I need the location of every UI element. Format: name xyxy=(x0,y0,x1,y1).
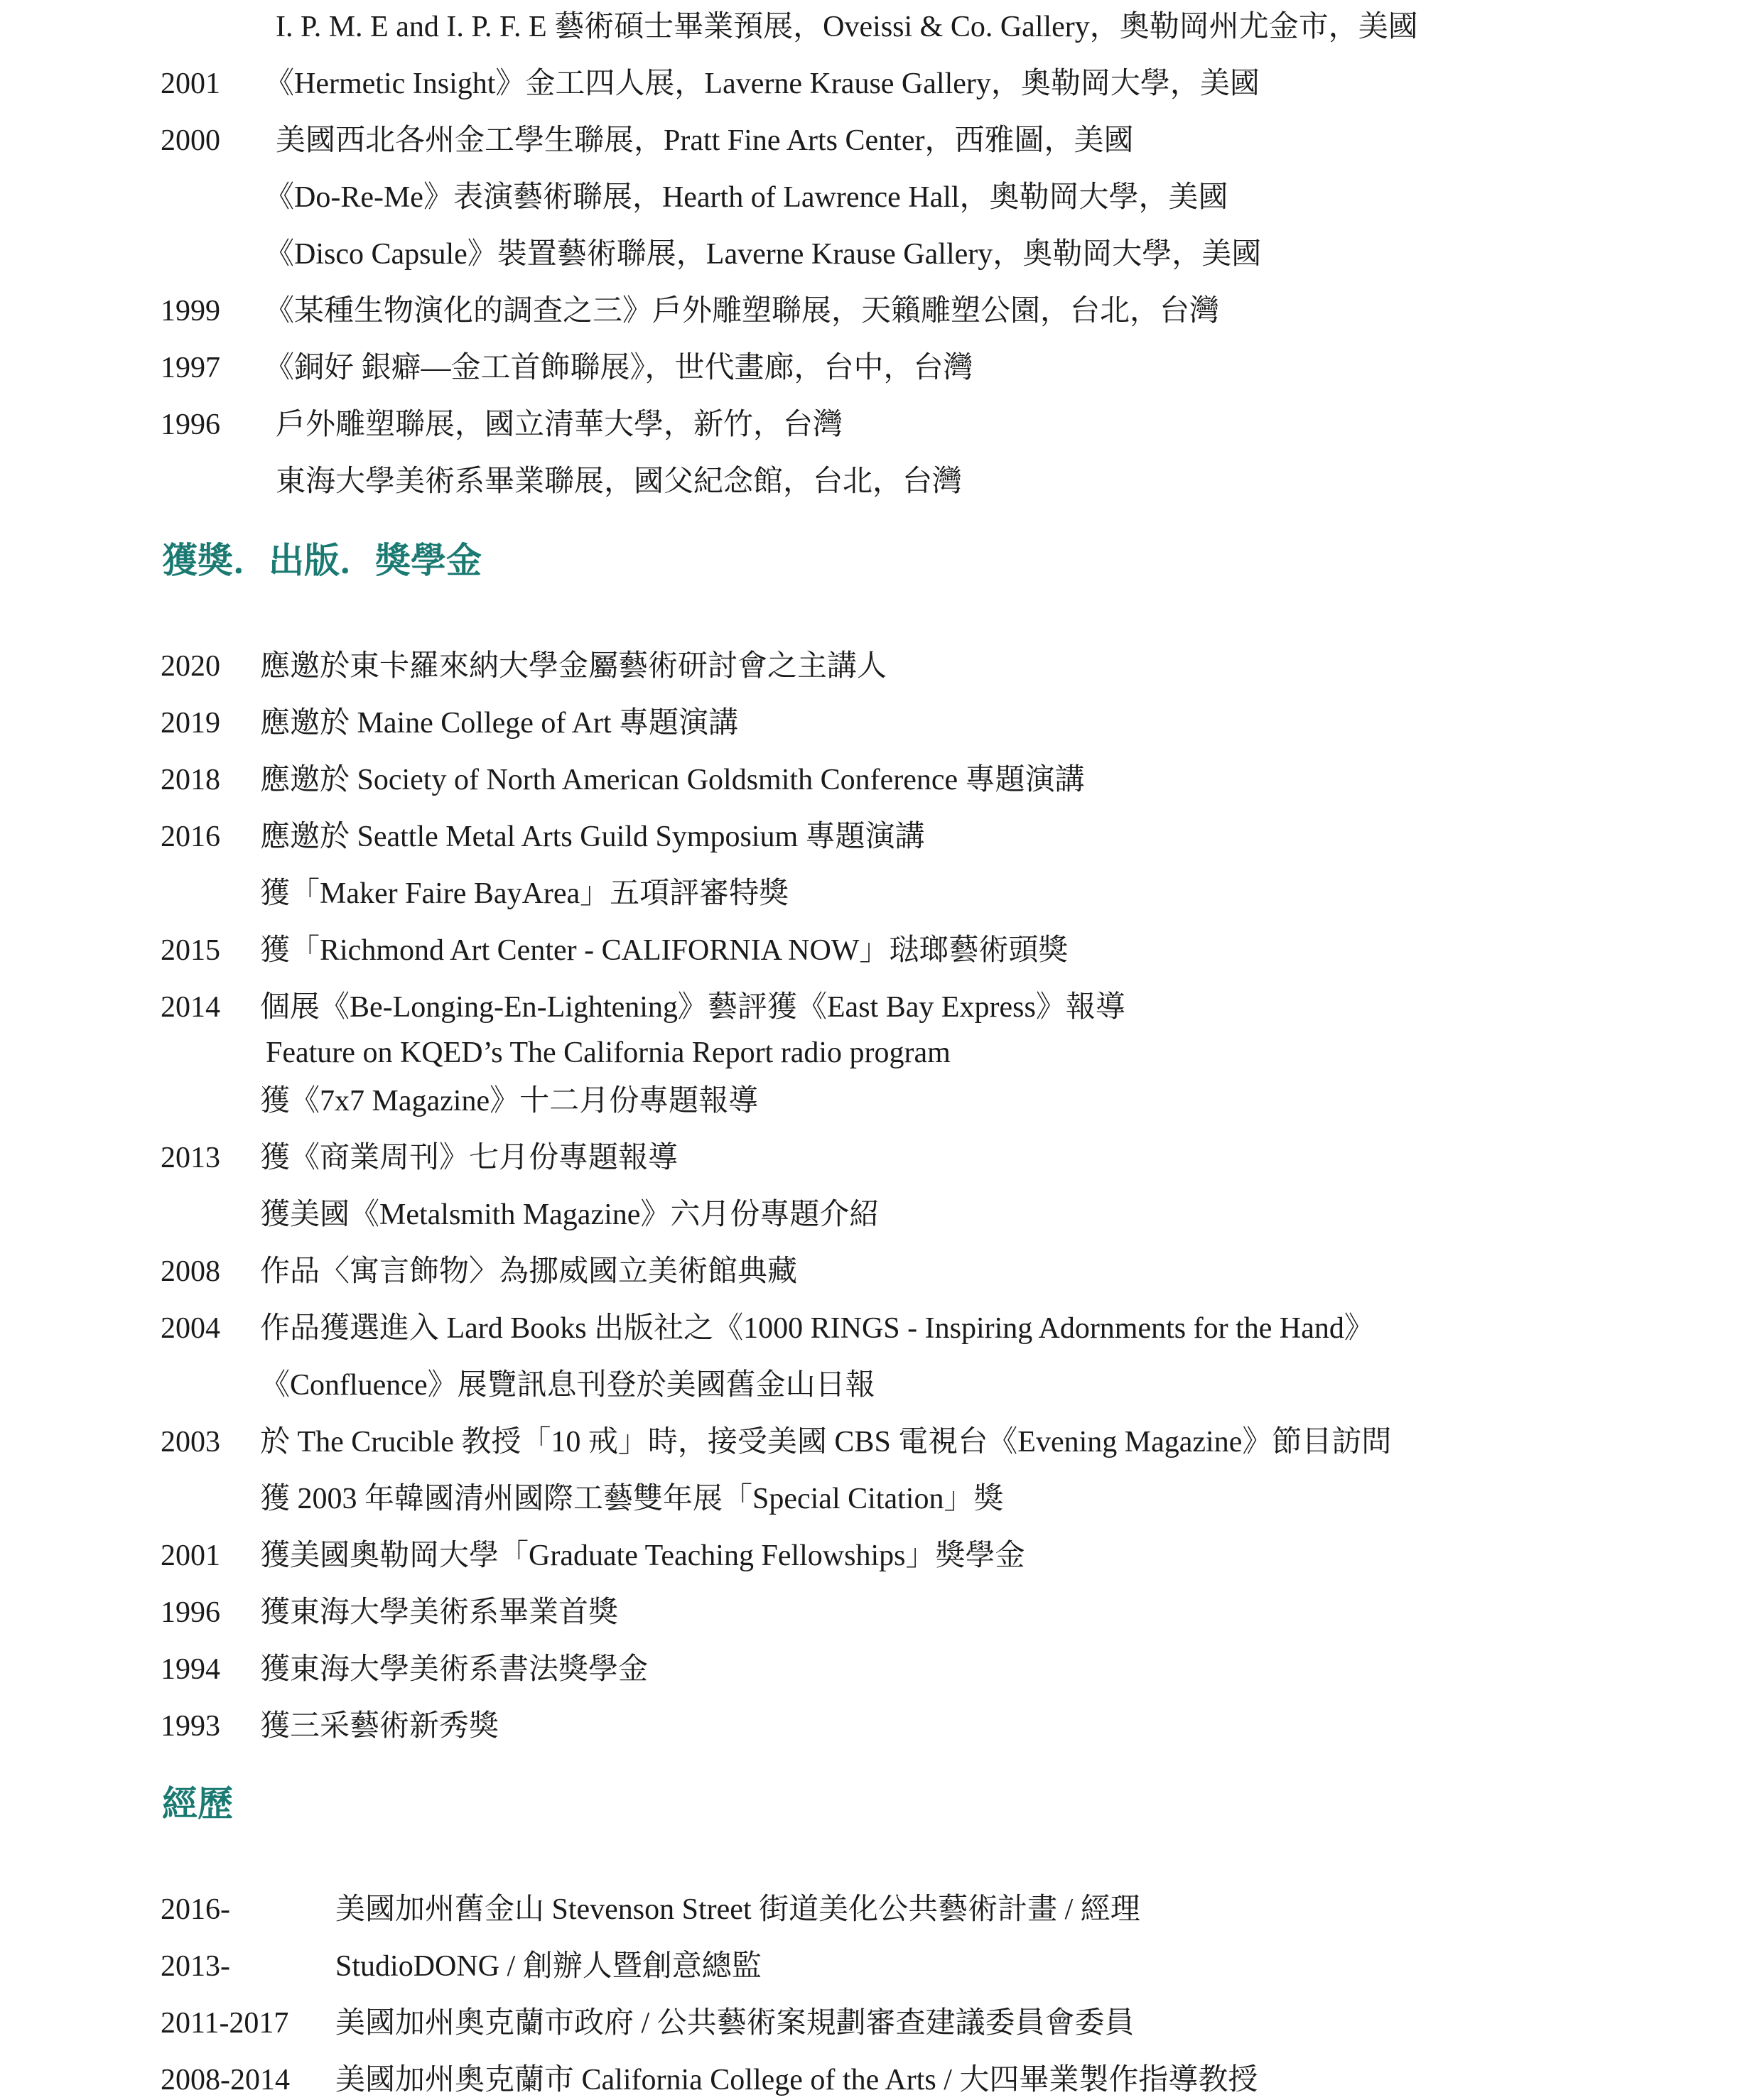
entry-year: 2018 xyxy=(161,764,220,796)
entry-year: 1996 xyxy=(161,1596,220,1629)
entry-text: 美國加州奧克蘭市 California College of the Arts / 大四畢業製作指導教授 xyxy=(335,2064,1258,2096)
entry-year: 2020 xyxy=(161,650,220,683)
entry-year: 2000 xyxy=(161,124,220,157)
entry-text: 《Confluence》展覽訊息刊登於美國舊金山日報 xyxy=(260,1369,875,1402)
entry-text: 美國加州舊金山 Stevenson Street 街道美化公共藝術計畫 / 經理 xyxy=(335,1893,1140,1926)
entry-year: 2001 xyxy=(161,67,220,100)
entry-year: 1999 xyxy=(161,295,220,328)
entry-year: 1997 xyxy=(161,352,220,384)
entry-year: 2003 xyxy=(161,1426,220,1458)
entry-text: 獲三采藝術新秀獎 xyxy=(260,1710,499,1743)
entry-text: 獲「Richmond Art Center - CALIFORNIA NOW」琺瑯藝術頭獎 xyxy=(260,934,1069,967)
entry-year: 2008-2014 xyxy=(161,2064,290,2096)
entry-year: 2015 xyxy=(161,934,220,967)
entry-year: 2001 xyxy=(161,1539,220,1572)
entry-text: 美國加州奧克蘭市政府 / 公共藝術案規劃審查建議委員會委員 xyxy=(335,2007,1135,2040)
entry-text: 作品獲選進入 Lard Books 出版社之《1000 RINGS - Inspiring Adornments for the Hand》 xyxy=(260,1312,1374,1345)
entry-text: 獲《商業周刊》七月份專題報導 xyxy=(260,1142,679,1174)
entry-text: 作品〈寓言飾物〉為挪威國立美術館典藏 xyxy=(260,1255,798,1288)
entry-text: StudioDONG / 創辦人暨創意總監 xyxy=(335,1950,762,1983)
awards-heading: 獲獎．出版．獎學金 xyxy=(162,540,482,581)
entry-year: 1993 xyxy=(161,1710,220,1743)
entry-text: 戶外雕塑聯展，國立清華大學，新竹，台灣 xyxy=(276,408,843,441)
entry-text: 《某種生物演化的調查之三》戶外雕塑聯展，天籟雕塑公園，台北，台灣 xyxy=(264,295,1220,328)
entry-text: 獲美國《Metalsmith Magazine》六月份專題介紹 xyxy=(260,1198,880,1231)
entry-year: 2011-2017 xyxy=(161,2007,289,2040)
entry-year: 2013- xyxy=(161,1950,230,1983)
entry-year: 2016- xyxy=(161,1893,230,1926)
entry-year: 2008 xyxy=(161,1255,220,1288)
entry-text: 《銅好 銀癖—金工首飾聯展》，世代畫廊，台中，台灣 xyxy=(264,352,973,384)
entry-text: 獲東海大學美術系畢業首獎 xyxy=(260,1596,619,1629)
entry-text: 美國西北各州金工學生聯展，Pratt Fine Arts Center，西雅圖，美國 xyxy=(276,124,1134,157)
entry-text: 《Hermetic Insight》金工四人展，Laverne Krause Gallery，奧勒岡大學，美國 xyxy=(264,67,1260,100)
entry-year: 1994 xyxy=(161,1653,220,1686)
entry-year: 2016 xyxy=(161,821,220,853)
entry-text: 應邀於 Society of North American Goldsmith Conference 專題演講 xyxy=(260,764,1085,796)
entry-text: 獲美國奧勒岡大學「Graduate Teaching Fellowships」獎學金 xyxy=(260,1539,1025,1572)
entry-text: 獲 2003 年韓國清州國際工藝雙年展「Special Citation」獎 xyxy=(260,1483,1004,1515)
entry-year: 2004 xyxy=(161,1312,220,1345)
entry-year: 2019 xyxy=(161,707,220,740)
entry-text: 應邀於 Seattle Metal Arts Guild Symposium 專題演講 xyxy=(260,821,925,853)
entry-text: I. P. M. E and I. P. F. E 藝術碩士畢業預展，Oveissi & Co. Gallery，奧勒岡州尤金市，美國 xyxy=(276,11,1418,43)
entry-text: 《Disco Capsule》裝置藝術聯展，Laverne Krause Gallery，奧勒岡大學，美國 xyxy=(264,238,1262,271)
entry-text: Feature on KQED’s The California Report radio program xyxy=(266,1037,951,1069)
entry-text: 於 The Crucible 教授「10 戒」時，接受美國 CBS 電視台《Evening Magazine》節目訪問 xyxy=(260,1426,1392,1458)
entry-text: 《Do-Re-Me》表演藝術聯展，Hearth of Lawrence Hall，奧勒岡大學，美國 xyxy=(264,181,1228,214)
entry-text: 獲《7x7 Magazine》十二月份專題報導 xyxy=(260,1085,759,1117)
entry-text: 獲「Maker Faire BayArea」五項評審特獎 xyxy=(260,877,789,910)
entry-year: 2013 xyxy=(161,1142,220,1174)
entry-text: 東海大學美術系畢業聯展，國父紀念館，台北，台灣 xyxy=(276,465,963,498)
entry-text: 獲東海大學美術系書法獎學金 xyxy=(260,1653,649,1686)
entry-text: 應邀於 Maine College of Art 專題演講 xyxy=(260,707,739,740)
entry-year: 2014 xyxy=(161,991,220,1024)
entry-text: 應邀於東卡羅來納大學金屬藝術研討會之主講人 xyxy=(260,650,887,683)
experience-heading: 經歷 xyxy=(162,1783,233,1824)
entry-text: 個展《Be-Longing-En-Lightening》藝評獲《East Bay Express》報導 xyxy=(260,991,1125,1024)
entry-year: 1996 xyxy=(161,408,220,441)
